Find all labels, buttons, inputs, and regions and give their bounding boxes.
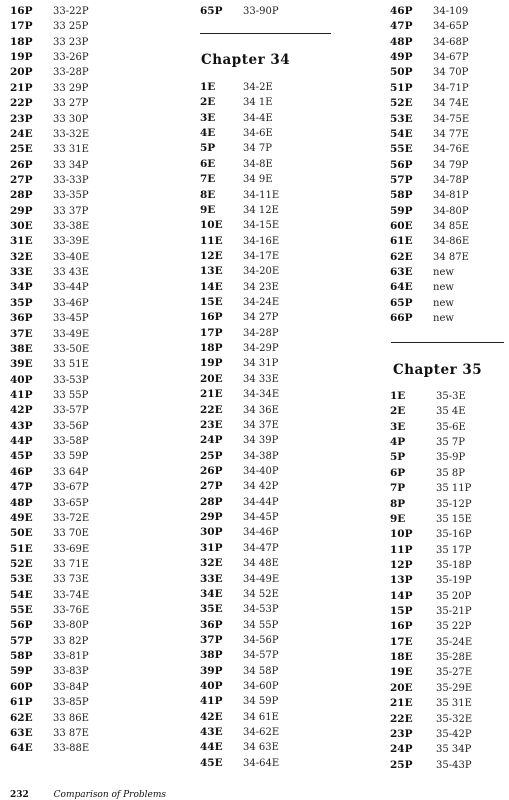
matching-problem: 34-71P — [433, 82, 469, 94]
problem-number: 51E — [10, 542, 33, 555]
matching-problem: 33 64P — [53, 466, 89, 478]
problem-number: 24E — [10, 127, 33, 140]
problem-number: 20P — [10, 66, 33, 79]
problem-number: 62E — [390, 250, 413, 263]
matching-problem: 35 8P — [436, 467, 465, 479]
problem-number: 47P — [10, 481, 33, 494]
problem-number: 24P — [200, 434, 223, 447]
matching-problem: 34 23E — [243, 281, 279, 293]
problem-number: 23P — [10, 112, 33, 125]
matching-problem: 34-17E — [243, 250, 280, 262]
matching-problem: 34-64E — [243, 757, 280, 769]
matching-problem: 33-35P — [53, 190, 89, 202]
matching-problem: 33 51E — [53, 359, 89, 371]
matching-problem: 33-28P — [53, 67, 89, 79]
matching-problem: 33-85P — [53, 697, 89, 709]
matching-problem: 33-72E — [53, 512, 90, 524]
problem-number: 24P — [390, 743, 413, 756]
matching-problem: 33-38E — [53, 221, 90, 233]
problem-number: 28P — [200, 495, 223, 508]
problem-number: 16P — [10, 5, 33, 17]
matching-problem: 34 1E — [243, 97, 273, 109]
matching-problem: 35-3E — [436, 391, 466, 402]
problem-number: 52E — [10, 557, 33, 570]
matching-problem: 35 7P — [436, 437, 465, 449]
matching-problem: 33-57P — [53, 405, 89, 417]
problem-number: 11P — [390, 543, 413, 556]
problem-number: 4E — [200, 127, 216, 140]
matching-problem: 34-11E — [243, 189, 280, 201]
problem-number: 33E — [200, 572, 223, 585]
problem-number: 65P — [390, 296, 413, 309]
matching-problem: 33-50E — [53, 343, 90, 355]
problem-number: 5P — [200, 142, 216, 155]
matching-problem: 33 31E — [53, 144, 89, 156]
matching-problem: 33 59P — [53, 451, 89, 463]
matching-problem: 33 25P — [53, 21, 89, 33]
problem-number: 22E — [200, 403, 223, 416]
matching-problem: 33-84P — [53, 681, 89, 693]
problem-number: 1E — [390, 390, 406, 402]
problem-number: 7P — [390, 482, 406, 495]
matching-problem: 34-62E — [243, 727, 280, 739]
matching-problem: new — [433, 297, 454, 309]
problem-number: 16P — [390, 620, 413, 633]
matching-problem: 34-29P — [243, 343, 279, 355]
problem-number: 2E — [200, 96, 216, 109]
problem-number: 25P — [390, 758, 413, 771]
matching-problem: 34-28P — [243, 327, 279, 339]
problem-number: 12P — [390, 558, 413, 571]
matching-problem: 34 74E — [433, 98, 469, 110]
matching-problem: 33-44P — [53, 282, 89, 294]
problem-number: 39P — [200, 664, 223, 677]
problem-number: 45P — [10, 450, 33, 463]
problem-number: 60E — [390, 220, 413, 233]
problem-number: 40P — [10, 373, 33, 386]
matching-problem: 34 58P — [243, 665, 279, 677]
problem-number: 9E — [390, 512, 406, 525]
problem-number: 20E — [390, 681, 413, 694]
matching-problem: 34 70P — [433, 67, 469, 79]
problem-number: 62E — [10, 711, 33, 724]
problem-number: 34P — [10, 281, 33, 294]
matching-problem: 35-42P — [436, 728, 472, 740]
matching-problem: 34-8E — [243, 158, 273, 170]
problem-number: 14E — [200, 280, 223, 293]
matching-problem: 34-2E — [243, 82, 273, 93]
matching-problem: new — [433, 313, 454, 325]
problem-number: 31P — [200, 541, 223, 554]
matching-problem: 34-80P — [433, 205, 469, 217]
matching-problem: 33-80P — [53, 620, 89, 632]
matching-problem: 33 55P — [53, 389, 89, 401]
problem-number: 18P — [10, 35, 33, 48]
problem-number: 41P — [10, 388, 33, 401]
matching-problem: 34-57P — [243, 650, 279, 662]
problem-number: 64E — [390, 281, 413, 294]
problem-number: 5P — [390, 451, 406, 464]
matching-problem: 34 9E — [243, 174, 273, 186]
problem-number: 60P — [10, 680, 33, 693]
matching-problem: 35-32E — [436, 713, 473, 725]
matching-problem: 34 55P — [243, 619, 279, 631]
problem-number: 3E — [200, 111, 216, 124]
matching-problem: 34 61E — [243, 711, 279, 723]
matching-problem: 35 17P — [436, 544, 472, 556]
problem-number: 18P — [200, 342, 223, 355]
matching-problem: 34 39P — [243, 435, 279, 447]
matching-problem: 33-46P — [53, 297, 89, 309]
matching-problem: 35-18P — [436, 559, 472, 571]
problem-number: 35E — [200, 603, 223, 616]
problem-number: 25P — [200, 449, 223, 462]
problem-number: 26P — [10, 158, 33, 171]
matching-problem: 33-83P — [53, 666, 89, 678]
problem-number: 30P — [200, 526, 223, 539]
matching-problem: 33-69E — [53, 543, 90, 555]
matching-problem: 34 7P — [243, 143, 272, 155]
matching-problem: 34 85E — [433, 221, 469, 233]
problem-number: 8E — [200, 188, 216, 201]
matching-problem: 35-24E — [436, 636, 473, 648]
matching-problem: 34-20E — [243, 266, 280, 278]
problem-number: 28P — [10, 189, 33, 202]
matching-problem: 34 31P — [243, 358, 279, 370]
running-title: Comparison of Problems — [53, 790, 167, 800]
matching-problem: 33-81P — [53, 651, 89, 663]
matching-problem: 33 82P — [53, 635, 89, 647]
problem-number: 18E — [390, 651, 413, 664]
matching-problem: 33-45P — [53, 313, 89, 325]
matching-problem: 34 77E — [433, 128, 469, 140]
matching-problem: 34-40P — [243, 465, 279, 477]
matching-problem: 34-46P — [243, 527, 279, 539]
matching-problem: 35 15E — [436, 513, 472, 525]
matching-problem: 35-21P — [436, 606, 472, 618]
matching-problem: 34 36E — [243, 404, 279, 416]
matching-problem: 33-58P — [53, 436, 89, 448]
matching-problem: 34 59P — [243, 696, 279, 708]
problem-number: 6E — [200, 157, 216, 170]
matching-problem: 34-53P — [243, 604, 279, 616]
problem-number: 13P — [390, 574, 413, 587]
matching-problem: 34-65P — [433, 21, 469, 33]
problem-number: 16P — [200, 311, 223, 324]
page-footer — [10, 790, 166, 800]
matching-problem: 34-44P — [243, 496, 279, 508]
matching-problem: new — [433, 282, 454, 294]
problem-number: 49E — [10, 511, 33, 524]
matching-problem: 35 34P — [436, 744, 472, 756]
problem-number: 43P — [10, 419, 33, 432]
problem-number: 56P — [10, 619, 33, 632]
matching-problem: 35-16P — [436, 529, 472, 541]
matching-problem: 35-29E — [436, 682, 473, 694]
matching-problem: 34-38P — [243, 450, 279, 462]
problem-number: 6P — [390, 466, 406, 479]
matching-problem: 33 71E — [53, 558, 89, 570]
problem-number: 21E — [200, 388, 223, 401]
problem-number: 53E — [390, 112, 413, 125]
matching-problem: 33 29P — [53, 82, 89, 94]
matching-problem: 34 63E — [243, 742, 279, 754]
problem-number: 19E — [390, 666, 413, 679]
problem-number: 51P — [390, 81, 413, 94]
matching-problem: 33 73E — [53, 574, 89, 586]
problem-number: 10E — [200, 219, 223, 232]
matching-problem: 34-15E — [243, 220, 280, 232]
matching-problem: 34-6E — [243, 128, 273, 140]
problem-number: 42E — [200, 710, 223, 723]
matching-problem: 34 79P — [433, 159, 469, 171]
matching-problem: 33-33P — [53, 174, 89, 186]
problem-number: 15E — [200, 296, 223, 309]
matching-problem: 34 33E — [243, 373, 279, 385]
matching-problem: 35 4E — [436, 406, 466, 418]
matching-problem: 33 87E — [53, 727, 89, 739]
problem-number: 21P — [10, 81, 33, 94]
matching-problem: 34 12E — [243, 204, 279, 216]
matching-problem: 33 30P — [53, 113, 89, 125]
problem-number: 23P — [390, 727, 413, 740]
problem-number: 15P — [390, 605, 413, 618]
matching-problem: 34-68P — [433, 36, 469, 48]
problem-number: 46P — [10, 465, 33, 478]
matching-problem: 34-49E — [243, 573, 280, 585]
problem-number: 61E — [390, 235, 413, 248]
matching-problem: 34-109 — [433, 6, 469, 17]
matching-problem: 33-76E — [53, 605, 90, 617]
matching-problem: 33 34P — [53, 159, 89, 171]
problem-number: 48P — [10, 496, 33, 509]
matching-problem: 35-27E — [436, 667, 473, 679]
matching-problem: 34 42P — [243, 481, 279, 493]
problem-number: 63E — [390, 266, 413, 279]
matching-problem: 34-47P — [243, 542, 279, 554]
problem-number: 3E — [390, 420, 406, 433]
matching-problem: 33 37P — [53, 205, 89, 217]
problem-number: 17P — [200, 326, 223, 339]
matching-problem: 34-56P — [243, 634, 279, 646]
matching-problem: 34-76E — [433, 144, 470, 156]
problem-number: 40P — [200, 680, 223, 693]
problem-number: 57P — [390, 173, 413, 186]
problem-number: 22P — [10, 97, 33, 110]
matching-problem: 34-4E — [243, 112, 273, 124]
matching-problem: 35 22P — [436, 621, 472, 633]
problem-number: 37E — [10, 327, 33, 340]
problem-number: 29P — [10, 204, 33, 217]
matching-problem: 35-12P — [436, 498, 472, 510]
problem-number: 19P — [200, 357, 223, 370]
matching-problem: 33-40E — [53, 251, 90, 263]
problem-number: 55E — [390, 143, 413, 156]
matching-problem: 33 27P — [53, 98, 89, 110]
problem-number: 55E — [10, 604, 33, 617]
matching-problem: 33-67P — [53, 482, 89, 494]
problem-number: 47P — [390, 20, 413, 33]
problem-number: 56P — [390, 158, 413, 171]
problem-number: 33E — [10, 266, 33, 279]
matching-problem: 34-67P — [433, 52, 469, 64]
matching-problem: 33-53P — [53, 374, 89, 386]
problem-number: 32E — [10, 250, 33, 263]
problem-number: 26P — [200, 464, 223, 477]
matching-problem: 34-45P — [243, 512, 279, 524]
matching-problem: 33-22P — [53, 6, 89, 17]
chapter-35-rule — [391, 342, 504, 343]
problem-number: 44E — [200, 741, 223, 754]
problem-number: 21E — [390, 697, 413, 710]
problem-number: 52E — [390, 97, 413, 110]
matching-problem: 35-28E — [436, 652, 473, 664]
matching-problem: 34-16E — [243, 235, 280, 247]
problem-number: 27P — [10, 173, 33, 186]
problem-number: 57P — [10, 634, 33, 647]
matching-problem: 33-26P — [53, 52, 89, 64]
problem-number: 58P — [10, 650, 33, 663]
matching-problem: 35-19P — [436, 575, 472, 587]
problem-number: 1E — [200, 81, 216, 93]
matching-problem: 33-39E — [53, 236, 90, 248]
matching-problem: 34 37E — [243, 419, 279, 431]
problem-number: 19P — [10, 51, 33, 64]
problem-number: 14P — [390, 589, 413, 602]
matching-problem: 34 27P — [243, 312, 279, 324]
problem-number: 48P — [390, 35, 413, 48]
problem-number: 17P — [10, 20, 33, 33]
problem-number: 7E — [200, 173, 216, 186]
matching-problem: 35-9P — [436, 452, 466, 464]
problem-number: 41P — [200, 695, 223, 708]
problem-number: 36P — [10, 312, 33, 325]
problem-number: 39E — [10, 358, 33, 371]
chapter-35-heading: Chapter 35 — [393, 362, 483, 378]
problem-number: 27P — [200, 480, 223, 493]
problem-number: 11E — [200, 234, 223, 247]
problem-number: 29P — [200, 511, 223, 524]
problem-number: 2E — [390, 405, 406, 418]
matching-problem: 35-43P — [436, 759, 472, 771]
problem-number: 43E — [200, 726, 223, 739]
problem-number: 44P — [10, 435, 33, 448]
problem-number: 30E — [10, 220, 33, 233]
matching-problem: 34 48E — [243, 558, 279, 570]
problem-number: 49P — [390, 51, 413, 64]
matching-problem: 33-90P — [243, 6, 279, 17]
problem-number: 61P — [10, 696, 33, 709]
problem-number: 50P — [390, 66, 413, 79]
matching-problem: 33 43E — [53, 267, 89, 279]
problem-number: 13E — [200, 265, 223, 278]
matching-problem: 34-81P — [433, 190, 469, 202]
problem-number: 58P — [390, 189, 413, 202]
chapter-34-heading: Chapter 34 — [201, 52, 291, 68]
problem-number: 50E — [10, 527, 33, 540]
matching-problem: 34-60P — [243, 681, 279, 693]
problem-number: 4P — [390, 436, 406, 449]
problem-number: 59P — [10, 665, 33, 678]
matching-problem: 34 52E — [243, 588, 279, 600]
problem-number: 46P — [390, 5, 413, 17]
problem-number: 35P — [10, 296, 33, 309]
page-number: 232 — [10, 790, 29, 800]
problem-number: 10P — [390, 528, 413, 541]
matching-problem: 35 11P — [436, 483, 472, 495]
problem-number: 31E — [10, 235, 33, 248]
problem-number: 59P — [390, 204, 413, 217]
problem-number: 32E — [200, 557, 223, 570]
problem-number: 9E — [200, 203, 216, 216]
matching-problem: 34-86E — [433, 236, 470, 248]
matching-problem: 33 23P — [53, 36, 89, 48]
problem-number: 64E — [10, 742, 33, 755]
problem-number: 25E — [10, 143, 33, 156]
matching-problem: 33-49E — [53, 328, 90, 340]
matching-problem: 34 87E — [433, 251, 469, 263]
problem-number: 38P — [200, 649, 223, 662]
matching-problem: 33-88E — [53, 743, 90, 755]
problem-number: 45E — [200, 756, 223, 769]
problem-number: 53E — [10, 573, 33, 586]
problem-number: 8P — [390, 497, 406, 510]
matching-problem: 35-6E — [436, 421, 466, 433]
matching-problem: 34-78P — [433, 174, 469, 186]
matching-problem: 35 31E — [436, 698, 472, 710]
matching-problem: 33-32E — [53, 128, 90, 140]
problem-number: 22E — [390, 712, 413, 725]
problem-number: 54E — [390, 127, 413, 140]
problem-number: 20E — [200, 372, 223, 385]
matching-problem: 35 20P — [436, 590, 472, 602]
matching-problem: 34-24E — [243, 297, 280, 309]
chapter-34-rule — [200, 33, 331, 34]
problem-number: 23E — [200, 418, 223, 431]
matching-problem: 34-34E — [243, 389, 280, 401]
matching-problem: 33 86E — [53, 712, 89, 724]
problem-number: 63E — [10, 726, 33, 739]
matching-problem: 33-74E — [53, 589, 90, 601]
matching-problem: new — [433, 267, 454, 279]
problem-number: 66P — [390, 312, 413, 325]
problem-number: 37P — [200, 633, 223, 646]
matching-problem: 33-56P — [53, 420, 89, 432]
matching-problem: 34-75E — [433, 113, 470, 125]
problem-number: 34E — [200, 587, 223, 600]
problem-number: 17E — [390, 635, 413, 648]
problem-number: 65P — [200, 5, 223, 17]
problem-number: 12E — [200, 249, 223, 262]
problem-number: 42P — [10, 404, 33, 417]
matching-problem: 33-65P — [53, 497, 89, 509]
problem-number: 54E — [10, 588, 33, 601]
problem-number: 36P — [200, 618, 223, 631]
matching-problem: 33 70E — [53, 528, 89, 540]
problem-number: 38E — [10, 342, 33, 355]
